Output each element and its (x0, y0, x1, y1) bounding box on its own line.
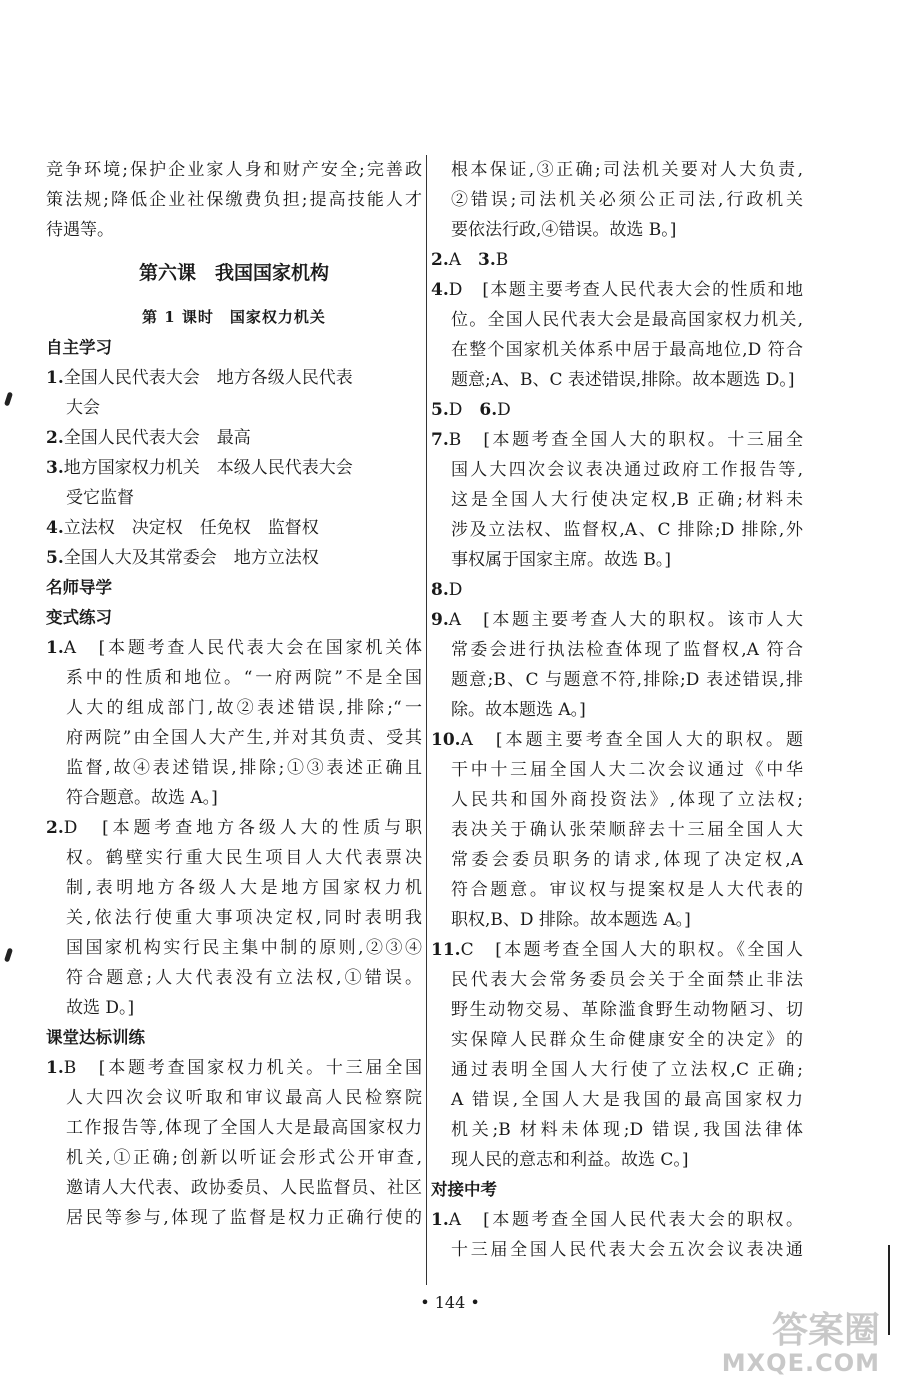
item-text: D (448, 400, 480, 420)
right-column (431, 155, 803, 1265)
text-line: 受它监督 (66, 488, 134, 508)
text-line: 人民共和国外商投资法》,体现了立法权; (451, 790, 803, 810)
page-edge (888, 1245, 890, 1335)
text-line: 民代表大会常务委员会关于全面禁止非法 (451, 970, 803, 990)
lesson-title: 第六课 我国国家机构 (138, 262, 329, 284)
text-line: 工作报告等,体现了全国人大是最高国家权力 (66, 1118, 422, 1138)
text-line: 关,依法行使重大事项决定权,同时表明我 (66, 908, 422, 928)
text-line (46, 453, 422, 483)
item-text: C [本题考查全国人大的职权。《全国人 (460, 940, 803, 960)
text-line: 要依法行政,④错误。故选 B。] (451, 220, 677, 240)
text-line: 人大的组成部门,故②表述错误,排除;“一 (66, 698, 422, 718)
section-heading: 对接中考 (431, 1180, 497, 1199)
text-line: 大会 (66, 398, 100, 418)
item-text: A (448, 250, 479, 270)
item-number: 4. (46, 518, 64, 538)
text-line (46, 513, 422, 543)
text-line: 题意;A、B、C 表述错误,排除。故本题选 D。] (451, 370, 795, 390)
text-line: 国国家机构实行民主集中制的原则,②③④ (66, 938, 422, 958)
item-text: 全国人大及其常委会 地方立法权 (63, 548, 319, 568)
text-line: 十三届全国人民代表大会五次会议表决通 (451, 1240, 803, 1260)
text-line: 职权,B、D 排除。故本题选 A。] (451, 910, 691, 930)
text-line (431, 275, 803, 305)
text-line: 故选 D。] (66, 998, 135, 1018)
page-number: • 144 • (420, 1293, 480, 1312)
text-line (46, 363, 422, 393)
watermark (722, 1312, 880, 1376)
section-heading: 课堂达标训练 (46, 1028, 145, 1047)
text-line: 野生动物交易、革除滥食野生动物陋习、切 (451, 1000, 803, 1020)
item-number: 10. (431, 730, 461, 750)
scan-mark (4, 948, 13, 963)
text-line: 根本保证,③正确;司法机关要对人大负责, (451, 160, 803, 180)
text-line: 制,表明地方各级人大是地方国家权力机 (66, 878, 422, 898)
text-line (431, 575, 803, 605)
item-number: 3. (478, 250, 496, 270)
item-text: D (497, 400, 511, 420)
text-line (46, 813, 422, 843)
item-number: 2. (46, 428, 64, 448)
item-text: A [本题主要考查人大的职权。该市人大 (448, 610, 803, 630)
text-line: 机关,①正确;创新以听证会形式公开审查, (66, 1148, 422, 1168)
text-line: 国人大四次会议表决通过政府工作报告等, (451, 460, 803, 480)
item-number: 8. (431, 580, 449, 600)
item-number: 1. (431, 1210, 449, 1230)
item-number: 5. (431, 400, 449, 420)
text-line (431, 1205, 803, 1235)
text-line: 策法规;降低企业社保缴费负担;提高技能人才 (46, 190, 422, 210)
text-line (46, 1053, 422, 1083)
item-number: 11. (431, 940, 461, 960)
text-line (431, 395, 803, 425)
text-line (431, 245, 803, 275)
text-line: 机关;B 材料未体现;D 错误,我国法律体 (451, 1120, 803, 1140)
item-text: 全国人民代表大会 地方各级人民代表 (63, 368, 353, 388)
item-number: 2. (46, 818, 64, 838)
text-line: 通过表明全国人大行使了立法权,C 正确; (451, 1060, 803, 1080)
text-line: 符合题意。故选 A。] (66, 788, 218, 808)
item-number: 9. (431, 610, 449, 630)
scan-mark (4, 392, 13, 407)
item-text: D (448, 580, 463, 600)
text-line: 邀请人大代表、政协委员、人民监督员、社区 (66, 1178, 422, 1198)
text-line (46, 423, 422, 453)
text-line: A 错误,全国人大是我国的最高国家权力 (451, 1090, 803, 1110)
section-heading: 变式练习 (46, 608, 112, 627)
item-text: A [本题考查人民代表大会在国家机关体 (63, 638, 422, 658)
text-line: 监督,故④表述错误,排除;①③表述正确且 (66, 758, 422, 778)
text-line: 实保障人民群众生命健康安全的决定》的 (451, 1030, 803, 1050)
item-number: 2. (431, 250, 449, 270)
text-line (431, 725, 803, 755)
text-line: 除。故本题选 A。] (451, 700, 586, 720)
text-line (431, 935, 803, 965)
text-line: 事权属于国家主席。故选 B。] (451, 550, 672, 570)
text-line: ②错误;司法机关必须公正司法,行政机关 (451, 190, 803, 210)
text-line: 干中十三届全国人大二次会议通过《中华 (451, 760, 803, 780)
text-line: 现人民的意志和利益。故选 C。] (451, 1150, 689, 1170)
text-line: 在整个国家机关体系中居于最高地位,D 符合 (451, 340, 803, 360)
item-number: 1. (46, 1058, 64, 1078)
item-text: D [本题主要考查人民代表大会的性质和地 (448, 280, 803, 300)
text-line: 符合题意。审议权与提案权是人大代表的 (451, 880, 803, 900)
text-line: 常委会委员职务的请求,体现了决定权,A (451, 850, 803, 870)
text-line: 待遇等。 (46, 220, 114, 240)
item-number: 1. (46, 368, 64, 388)
item-text: 立法权 决定权 任免权 监督权 (63, 518, 319, 538)
text-line: 表决关于确认张荣顺辞去十三届全国人大 (451, 820, 803, 840)
section-heading: 名师导学 (46, 578, 112, 597)
item-number: 5. (46, 548, 64, 568)
item-text: 全国人民代表大会 最高 (63, 428, 251, 448)
text-line: 竞争环境;保护企业家人身和财产安全;完善政 (46, 160, 422, 180)
text-line: 人大四次会议听取和审议最高人民检察院 (66, 1088, 422, 1108)
text-line (431, 605, 803, 635)
text-line: 常委会进行执法检查体现了监督权,A 符合 (451, 640, 803, 660)
item-number: 6. (479, 400, 498, 420)
text-line (46, 543, 422, 573)
item-text: B [本题考查国家权力机关。十三届全国 (63, 1058, 422, 1078)
text-line: 府两院”由全国人大产生,并对其负责、受其 (66, 728, 422, 748)
item-number: 4. (431, 280, 449, 300)
text-line: 这是全国人大行使决定权,B 正确;材料未 (451, 490, 803, 510)
item-number: 3. (46, 458, 64, 478)
text-line: 位。全国人民代表大会是最高国家权力机关, (451, 310, 803, 330)
item-text: B (495, 250, 509, 270)
item-text: D [本题考查地方各级人大的性质与职 (63, 818, 422, 838)
section-title: 第 1 课时 国家权力机关 (142, 308, 326, 326)
text-line: 系中的性质和地位。“一府两院”不是全国 (66, 668, 422, 688)
item-text: 地方国家权力机关 本级人民代表大会 (63, 458, 353, 478)
item-text: A [本题考查全国人民代表大会的职权。 (448, 1210, 803, 1230)
watermark-line2: MXQE.COM (721, 1349, 880, 1377)
item-text: A [本题主要考查全国人大的职权。题 (460, 730, 803, 750)
section-heading: 自主学习 (46, 338, 112, 357)
text-line: 涉及立法权、监督权,A、C 排除;D 排除,外 (451, 520, 803, 540)
text-line: 题意;B、C 与题意不符,排除;D 表述错误,排 (451, 670, 803, 690)
item-number: 7. (431, 430, 449, 450)
item-text: B [本题考查全国人大的职权。十三届全 (448, 430, 803, 450)
item-number: 1. (46, 638, 64, 658)
text-line (431, 425, 803, 455)
text-line: 符合题意;人大代表没有立法权,①错误。 (66, 968, 422, 988)
column-divider (426, 155, 427, 1285)
text-line: 权。鹤壁实行重大民生项目人大代表票决 (66, 848, 422, 868)
watermark-line1: 答案圈 (771, 1310, 880, 1351)
text-line: 居民等参与,体现了监督是权力正确行使的 (66, 1208, 422, 1228)
left-column (46, 155, 422, 1233)
text-line (46, 633, 422, 663)
